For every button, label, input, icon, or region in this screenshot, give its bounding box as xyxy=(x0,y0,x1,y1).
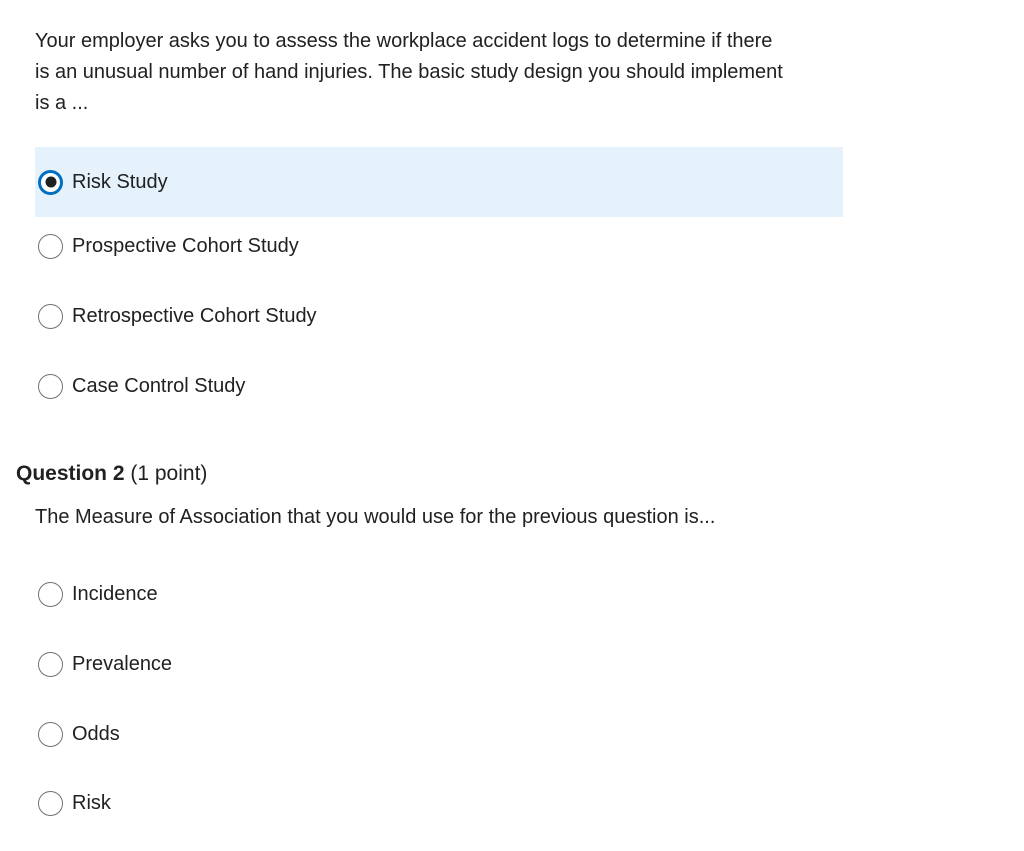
question-2-points: (1 point) xyxy=(130,462,208,485)
radio-unchecked-icon[interactable] xyxy=(38,234,63,259)
question-1-prompt-line-3: is a ... xyxy=(35,92,89,114)
q1-option-label: Retrospective Cohort Study xyxy=(72,304,317,327)
radio-unchecked-icon[interactable] xyxy=(38,304,63,329)
radio-unchecked-icon[interactable] xyxy=(38,582,63,607)
radio-unchecked-icon[interactable] xyxy=(38,791,63,816)
radio-unchecked-icon[interactable] xyxy=(38,652,63,677)
q1-option-case-control[interactable] xyxy=(35,351,843,421)
question-1-prompt-line-2: is an unusual number of hand injuries. The basic study design you should implement xyxy=(35,61,783,83)
question-1-prompt xyxy=(35,26,850,119)
q1-option-label: Case Control Study xyxy=(72,374,246,397)
q1-option-risk-study[interactable] xyxy=(35,147,843,217)
q2-option-risk[interactable] xyxy=(35,768,843,838)
radio-unchecked-icon[interactable] xyxy=(38,374,63,399)
q1-option-retrospective-cohort[interactable] xyxy=(35,281,843,351)
question-2-prompt: The Measure of Association that you would use for the previous question is... xyxy=(35,506,716,528)
q2-option-label: Prevalence xyxy=(72,652,173,675)
q2-option-incidence[interactable] xyxy=(35,559,843,629)
q2-option-label: Odds xyxy=(72,722,120,745)
q2-option-label: Incidence xyxy=(72,582,158,605)
q2-option-label: Risk xyxy=(72,791,111,814)
q1-option-label: Risk Study xyxy=(72,170,168,193)
radio-unchecked-icon[interactable] xyxy=(38,722,63,747)
q1-option-label: Prospective Cohort Study xyxy=(72,234,299,257)
q2-option-odds[interactable] xyxy=(35,699,843,769)
q1-option-prospective-cohort[interactable] xyxy=(35,211,843,281)
question-2-header xyxy=(16,462,207,486)
radio-checked-icon[interactable] xyxy=(38,170,63,195)
question-1-prompt-line-1: Your employer asks you to assess the workplace accident logs to determine if there xyxy=(35,30,773,52)
question-2-title: Question 2 xyxy=(16,462,125,485)
q2-option-prevalence[interactable] xyxy=(35,629,843,699)
